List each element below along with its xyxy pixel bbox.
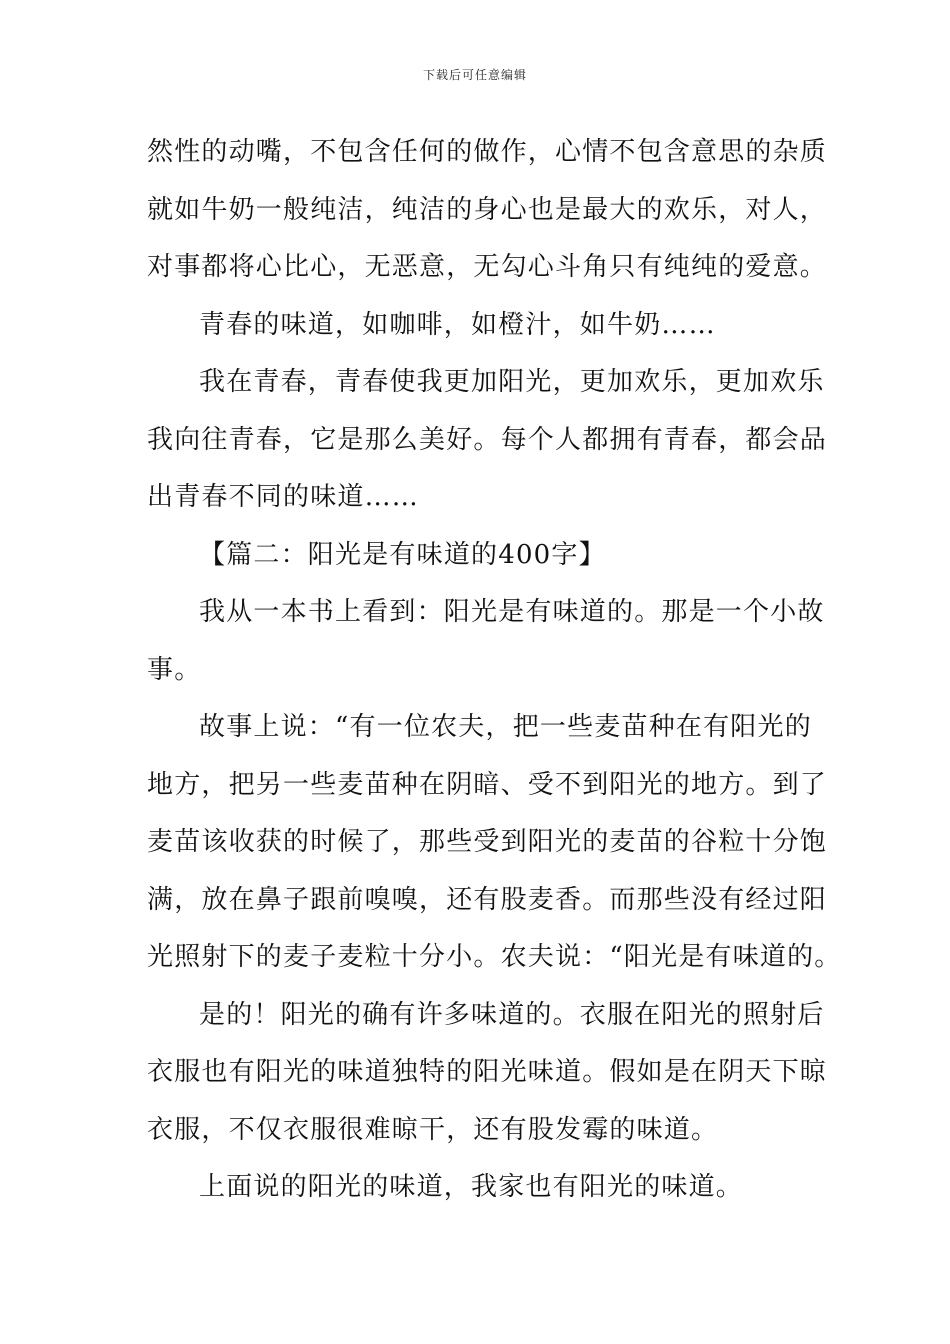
paragraph-start-line: 我在青春，青春使我更加阳光，更加欢乐，更加欢乐 xyxy=(199,367,825,397)
text-line: 衣服，不仅衣服很难晾干，还有股发霉的味道。 xyxy=(147,1114,719,1145)
text-line: 光照射下的麦子麦粒十分小。农夫说：“阳光是有味道的。 xyxy=(147,942,842,972)
text-line: 地方，把另一些麦苗种在阴暗、受不到阳光的地方。到了 xyxy=(147,769,828,800)
body-text xyxy=(147,124,842,1217)
text-line: 然性的动嘴，不包含任何的做作，心情不包含意思的杂质 xyxy=(147,137,828,167)
text-line: 衣服也有阳光的味道独特的阳光味道。假如是在阴天下晾 xyxy=(147,1057,828,1087)
paragraph-start-line: 青春的味道，如咖啡，如橙汁，如牛奶…… xyxy=(199,309,716,340)
text-line: 我向往青春，它是那么美好。每个人都拥有青春，都会品 xyxy=(147,424,828,455)
paragraph-start-line: 我从一本书上看到：阳光是有味道的。那是一个小故 xyxy=(199,597,825,627)
text-line: 对事都将心比心，无恶意，无勾心斗角只有纯纯的爱意。 xyxy=(147,252,828,282)
text-line: 麦苗该收获的时候了，那些受到阳光的麦苗的谷粒十分饱 xyxy=(147,827,828,857)
section-heading: 【篇二：阳光是有味道的400字】 xyxy=(199,539,606,570)
paragraph-start-line: 是的！阳光的确有许多味道的。衣服在阳光的照射后 xyxy=(199,999,825,1030)
text-line: 事。 xyxy=(147,654,202,685)
paragraph-start-line: 上面说的阳光的味道，我家也有阳光的味道。 xyxy=(199,1172,744,1202)
text-line: 满，放在鼻子跟前嗅嗅，还有股麦香。而那些没有经过阳 xyxy=(147,884,828,915)
page-header: 下载后可任意编辑 xyxy=(422,68,527,82)
text-line: 就如牛奶一般纯洁，纯洁的身心也是最大的欢乐，对人， xyxy=(147,194,828,225)
paragraph-start-line: 故事上说：“有一位农夫，把一些麦苗种在有阳光的 xyxy=(199,712,812,742)
text-line: 出青春不同的味道…… xyxy=(147,482,420,512)
